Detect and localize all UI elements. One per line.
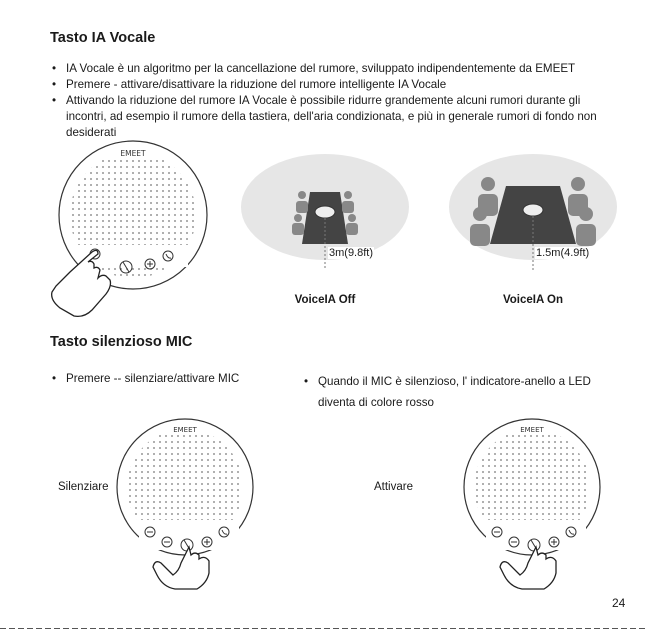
section-title-mic-mute: Tasto silenzioso MIC bbox=[50, 334, 193, 350]
meeting-room-voiceia-off bbox=[240, 152, 410, 277]
distance-label-on: 1.5m(4.9ft) bbox=[536, 247, 590, 259]
meeting-room-voiceia-on bbox=[448, 152, 618, 277]
page-number: 24 bbox=[612, 596, 626, 610]
list-item: • Premere - attivare/disattivare la riduzione del rumore intelligente IA Vocale bbox=[50, 77, 602, 93]
section-title-voiceia: Tasto IA Vocale bbox=[50, 30, 156, 46]
mute-label: Silenziare bbox=[58, 481, 109, 493]
caption-voiceia-off: VoiceIA Off bbox=[294, 294, 356, 306]
list-item: • IA Vocale è un algoritmo per la cancellazione del rumore, sviluppato indipendentemente da EMEET bbox=[50, 61, 602, 77]
mic-bullet-left bbox=[50, 371, 290, 387]
list-item: • Premere -- silenziare/attivare MIC bbox=[50, 371, 290, 387]
voiceia-bullet-list bbox=[50, 61, 602, 141]
unmute-label: Attivare bbox=[374, 481, 413, 493]
brand-logo: EMEET bbox=[173, 426, 197, 434]
list-item: • Attivando la riduzione del rumore IA Vocale è possibile ridurre grandemente alcuni rumori durante gli incontri, ad esempio il rumore della tastiera, dell'aria condizionata, e più in generale rumori di fondo non desiderati bbox=[50, 93, 602, 141]
distance-label-off: 3m(9.8ft) bbox=[329, 247, 374, 259]
speaker-mute-illustration bbox=[115, 415, 255, 590]
speaker-voiceia-illustration bbox=[40, 140, 220, 320]
mic-bullet-right bbox=[302, 371, 602, 413]
list-item: • Quando il MIC è silenzioso, l' indicatore-anello a LED diventa di colore rosso bbox=[302, 371, 602, 413]
brand-logo: EMEET bbox=[520, 426, 544, 434]
speaker-unmute-illustration bbox=[462, 415, 602, 590]
brand-logo: EMEET bbox=[120, 149, 146, 158]
page-bottom-rule bbox=[0, 628, 648, 629]
caption-voiceia-on: VoiceIA On bbox=[502, 294, 564, 306]
